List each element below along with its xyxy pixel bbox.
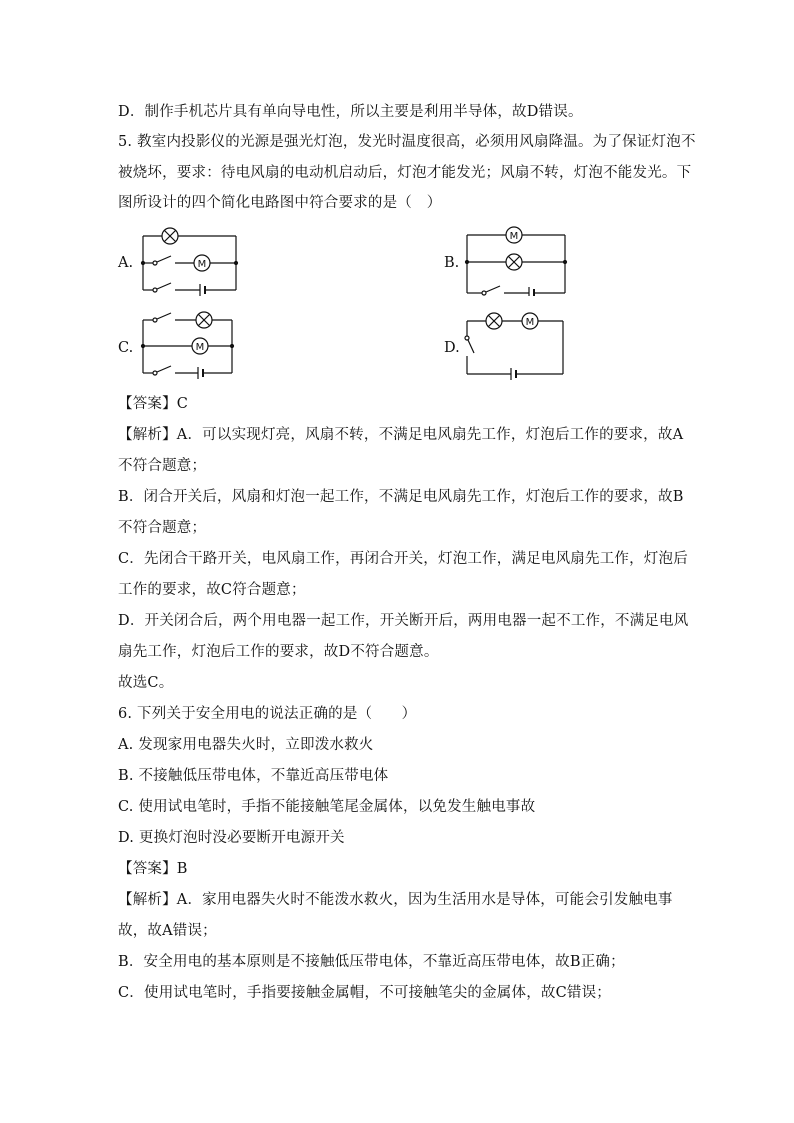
analysis-line: C．先闭合干路开关，电风扇工作，再闭合开关，灯泡工作，满足电风扇先工作，灯泡后 — [118, 551, 688, 567]
option-line: B. 不接触低压带电体，不靠近高压带电体 — [118, 768, 389, 784]
analysis-line: C．使用试电笔时，手指要接触金属帽，不可接触笔尖的金属体，故C错误； — [118, 985, 611, 1001]
option-line: A. 发现家用电器失火时，立即泼水救火 — [118, 737, 374, 753]
circuit-diagram-c — [138, 308, 238, 380]
analysis-line: 故，故A错误； — [118, 923, 217, 939]
circuit-diagram-a — [138, 222, 242, 296]
circuit-diagram-d — [464, 308, 568, 380]
question-5-line-1: 5. 教室内投影仪的光源是强光灯泡，发光时温度很高，必须用风扇降温。为了保证灯泡不 — [118, 134, 696, 150]
analysis-line: 【解析】A．家用电器失火时不能泼水救火，因为生活用水是导体，可能会引发触电事 — [118, 892, 673, 908]
option-a-label: A. — [118, 255, 134, 271]
question-6-line: 6. 下列关于安全用电的说法正确的是（ ） — [118, 706, 417, 722]
question-5-line-2: 被烧坏，要求：待电风扇的电动机启动后，灯泡才能发光；风扇不转，灯泡不能发光。下 — [118, 165, 692, 181]
analysis-line: 不符合题意； — [118, 458, 207, 474]
option-d-label: D. — [444, 340, 460, 356]
option-line: C. 使用试电笔时，手指不能接触笔尾金属体，以免发生触电事故 — [118, 799, 536, 815]
analysis-line: B．闭合开关后，风扇和灯泡一起工作，不满足电风扇先工作，灯泡后工作的要求，故B — [118, 489, 684, 505]
motor-symbol: M — [509, 231, 519, 242]
circuit-diagram-b — [464, 222, 568, 296]
conclusion-line: 故选C。 — [118, 675, 174, 691]
question-5-line-3: 图所设计的四个简化电路图中符合要求的是（ ） — [118, 195, 442, 211]
text-line: D．制作手机芯片具有单向导电性，所以主要是利用半导体，故D错误。 — [118, 104, 583, 120]
analysis-line: 扇先工作，灯泡后工作的要求，故D不符合题意。 — [118, 644, 439, 660]
motor-symbol: M — [525, 317, 535, 328]
analysis-line: 工作的要求，故C符合题意； — [118, 582, 306, 598]
answer-line: 【答案】C — [118, 396, 189, 412]
option-b-label: B. — [444, 255, 460, 271]
motor-symbol: M — [195, 342, 205, 353]
motor-symbol: M — [197, 259, 207, 270]
option-line: D. 更换灯泡时没必要断开电源开关 — [118, 830, 345, 846]
analysis-line: 【解析】A．可以实现灯亮，风扇不转，不满足电风扇先工作，灯泡后工作的要求，故A — [118, 427, 684, 443]
answer-line: 【答案】B — [118, 861, 188, 877]
analysis-line: D．开关闭合后，两个用电器一起工作，开关断开后，两用电器一起不工作，不满足电风 — [118, 613, 689, 629]
option-c-label: C. — [118, 340, 134, 356]
analysis-line: 不符合题意； — [118, 520, 207, 536]
analysis-line: B．安全用电的基本原则是不接触低压带电体，不靠近高压带电体，故B正确； — [118, 954, 625, 970]
